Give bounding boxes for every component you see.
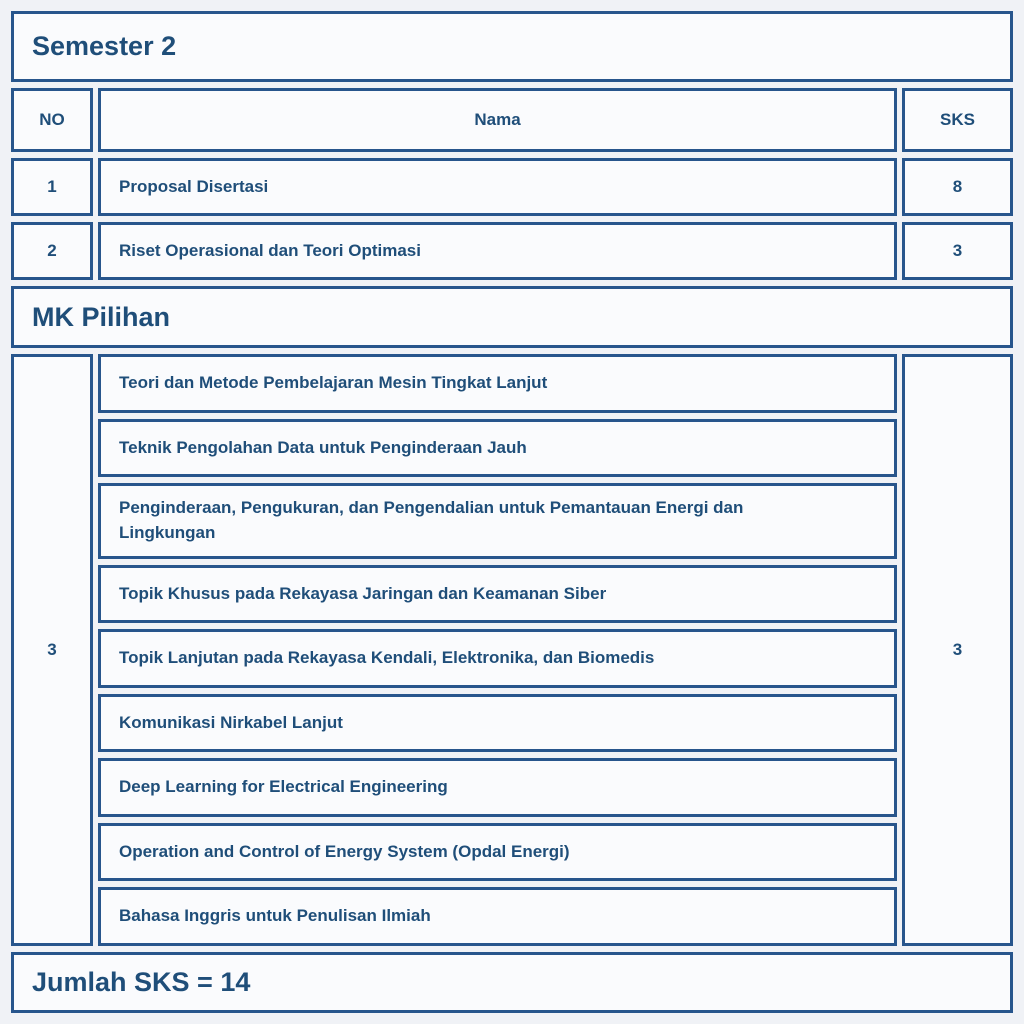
table-header-row — [11, 88, 1013, 152]
sks-value: 8 — [952, 176, 963, 196]
column-header-no-label: NO — [39, 109, 65, 129]
sks-value: 3 — [952, 240, 963, 260]
elective-course-name: Operation and Control of Energy System (Opdal Energi) — [119, 841, 570, 861]
elective-course-name: Topik Khusus pada Rekayasa Jaringan dan Keamanan Siber — [119, 583, 607, 603]
elective-course-item — [98, 758, 897, 817]
course-name: Riset Operasional dan Teori Optimasi — [119, 240, 421, 260]
column-header-sks — [902, 88, 1013, 152]
electives-block — [11, 354, 1013, 946]
sks-cell — [902, 158, 1013, 216]
row-number-cell — [11, 222, 93, 280]
elective-course-item — [98, 629, 897, 688]
elective-course-item — [98, 419, 897, 478]
table-row — [11, 222, 1013, 280]
elective-course-name: Teknik Pengolahan Data untuk Penginderaan Jauh — [119, 437, 527, 457]
elective-course-item — [98, 887, 897, 946]
elective-course-item — [98, 565, 897, 624]
sks-cell — [902, 222, 1013, 280]
row-number: 2 — [47, 240, 57, 260]
electives-sks-value: 3 — [952, 639, 963, 659]
semester-title-label: Semester 2 — [32, 31, 177, 61]
elective-course-item — [98, 694, 897, 753]
electives-list — [98, 354, 897, 946]
semester-title — [11, 11, 1013, 82]
column-header-nama-label: Nama — [474, 109, 521, 129]
section-header-mk-pilihan — [11, 286, 1013, 348]
elective-course-name: Penginderaan, Pengukuran, dan Pengendalian untuk Pemantauan Energi dan Lingkungan — [119, 498, 744, 542]
row-number-cell — [11, 158, 93, 216]
row-number: 1 — [47, 176, 57, 196]
electives-sks-cell — [902, 354, 1013, 946]
course-name: Proposal Disertasi — [119, 176, 269, 196]
electives-row-number: 3 — [47, 639, 57, 659]
elective-course-item — [98, 483, 897, 558]
section-header-label: MK Pilihan — [32, 301, 171, 332]
elective-course-item — [98, 354, 897, 413]
elective-course-name: Bahasa Inggris untuk Penulisan Ilmiah — [119, 906, 431, 926]
column-header-sks-label: SKS — [940, 109, 975, 129]
column-header-nama — [98, 88, 897, 152]
elective-course-name: Teori dan Metode Pembelajaran Mesin Tingkat Lanjut — [119, 372, 548, 392]
elective-course-name: Deep Learning for Electrical Engineering — [119, 777, 448, 797]
elective-course-name: Komunikasi Nirkabel Lanjut — [119, 712, 343, 732]
total-sks-label: Jumlah SKS = 14 — [32, 967, 251, 997]
elective-course-name: Topik Lanjutan pada Rekayasa Kendali, Elektronika, dan Biomedis — [119, 648, 655, 668]
total-sks-row — [11, 952, 1013, 1013]
course-name-cell — [98, 158, 897, 216]
course-name-cell — [98, 222, 897, 280]
elective-course-item — [98, 823, 897, 882]
column-header-no — [11, 88, 93, 152]
electives-row-number-cell — [11, 354, 93, 946]
table-row — [11, 158, 1013, 216]
